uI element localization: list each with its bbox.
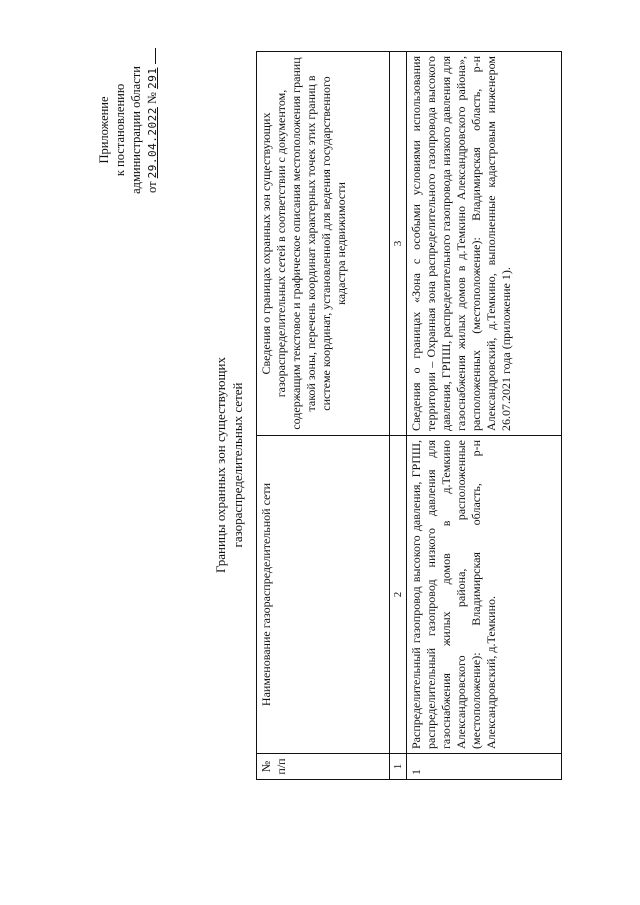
header-zone-info: Сведения о границах охранных зон существующих газораспределительных сетей в соответствии с документом, содержащим текстовое и графическое описания местоположения границ такой зоны, перечень координат характерных точек этих границ в системе координат, установленной для ведения государственного кадастра недвижимости bbox=[257, 52, 390, 436]
title-line-1: Границы охранных зон существующих bbox=[213, 357, 228, 573]
row-zone-info: Сведения о границах «Зона с особыми условиями использования территории – Охранная зона распределительного газопровода высокого давления, ГРПШ, распределительного газопровода низкого давления для газоснабжения жилых домов в д.Темкино Александровского района», расположенных (местоположение): Владимирская область, р-н Александровский, д.Темкино, выполненные кадастровым инженером 26.07.2021 года (приложение 1). bbox=[407, 52, 562, 436]
header-network-name: Наименование газораспределительной сети bbox=[257, 436, 390, 754]
administration-label: администрации области bbox=[129, 66, 143, 194]
zones-table bbox=[256, 51, 562, 780]
column-number-3: 3 bbox=[390, 52, 407, 436]
date-line bbox=[144, 55, 161, 205]
appendix-header bbox=[96, 55, 161, 205]
table-row bbox=[407, 52, 562, 780]
document-title bbox=[212, 325, 246, 605]
resolution-date: 29.04.2022 bbox=[146, 107, 159, 179]
header-number: № п/п bbox=[257, 754, 390, 780]
appendix-label: Приложение bbox=[97, 96, 111, 164]
row-network-name: Распределительный газопровод высокого давления, ГРПШ, распределительный газопровод низкого давления для газоснабжения жилых домов в д.Темкино Александровского района, расположенные (местоположение): Владимирская область, р-н Александровский, д.Темкино. bbox=[407, 436, 562, 754]
number-prefix: № bbox=[145, 92, 159, 104]
signature-blank bbox=[145, 48, 156, 64]
column-number-1: 1 bbox=[390, 754, 407, 780]
column-number-row bbox=[390, 52, 407, 780]
title-line-2: газораспределительных сетей bbox=[230, 382, 245, 548]
date-prefix: от bbox=[145, 181, 159, 193]
resolution-number: 291 bbox=[146, 67, 159, 89]
resolution-label: к постановлению bbox=[113, 83, 127, 177]
row-number: 1 bbox=[407, 754, 562, 780]
table-header-row bbox=[257, 52, 390, 780]
column-number-2: 2 bbox=[390, 436, 407, 754]
